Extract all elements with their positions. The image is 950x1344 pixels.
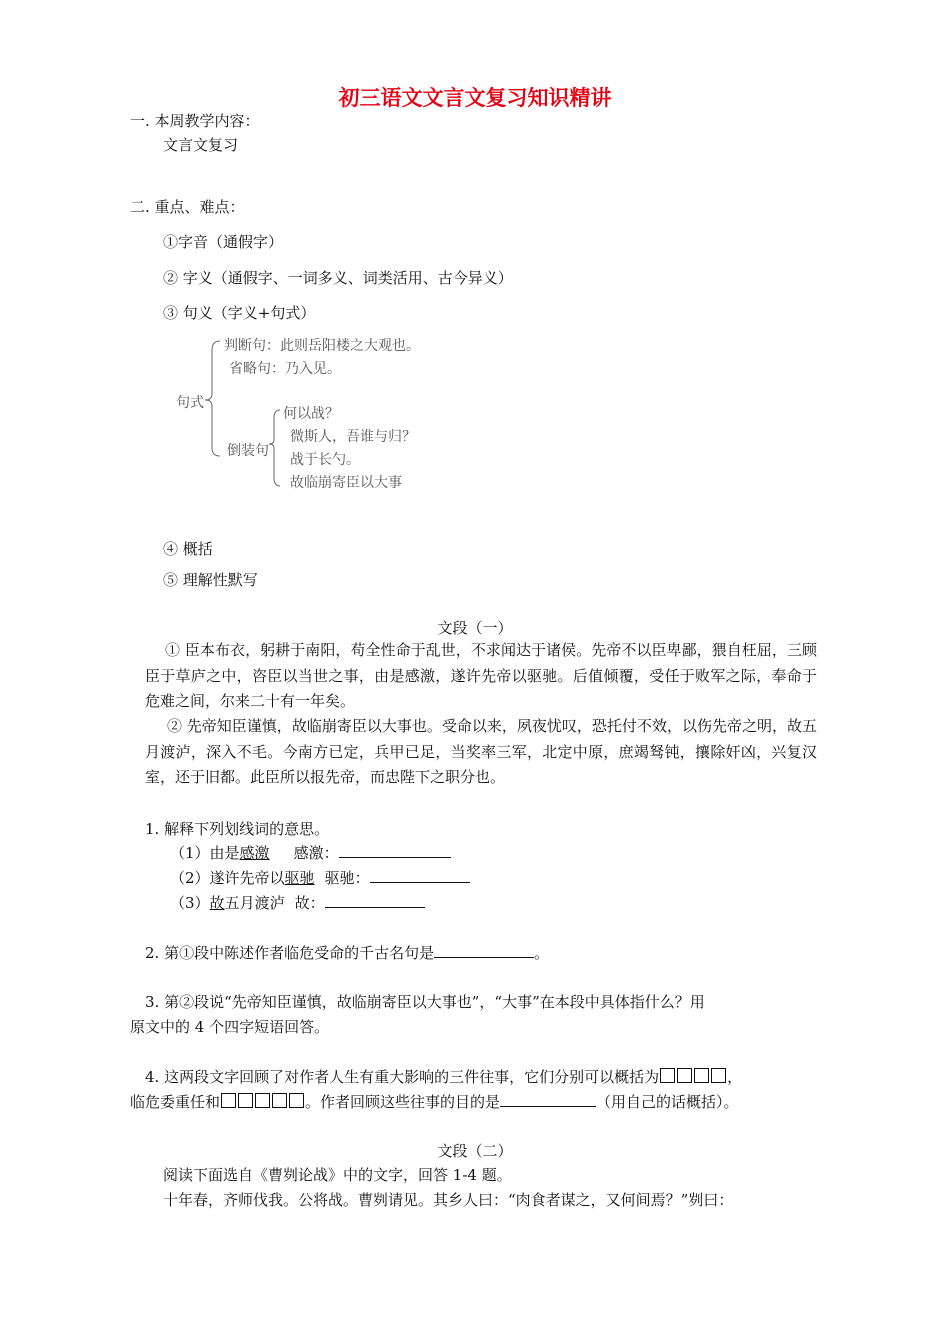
answer-blank[interactable]: [339, 843, 451, 858]
answer-box[interactable]: [660, 1068, 675, 1083]
question-1-stem: 1. 解释下列划线词的意思。: [145, 820, 330, 838]
focus-item: ⑤ 理解性默写: [163, 571, 258, 589]
passage2-paragraph: 十年春，齐师伐我。公将战。曹刿请见。其乡人曰：“肉食者谋之，又何间焉？”刿曰：: [163, 1191, 734, 1209]
diagram-invert-item: 故临崩寄臣以大事: [290, 475, 402, 491]
answer-blank[interactable]: [500, 1092, 596, 1107]
diagram-invert: 倒装句: [227, 443, 269, 459]
passage2-intro: 阅读下面选自《曹刿论战》中的文字，回答 1-4 题。: [163, 1166, 512, 1184]
underlined-word: 感激: [239, 844, 270, 862]
answer-box[interactable]: [272, 1093, 287, 1108]
underlined-word: 驱驰: [284, 869, 315, 887]
question-1-sub-2: （2）遂许先帝以驱驰 驱驰：: [170, 867, 470, 888]
answer-blank[interactable]: [434, 943, 534, 958]
passage2-heading: 文段（二）: [437, 1142, 513, 1160]
focus-item: ④ 概括: [163, 540, 213, 558]
section1-content: 文言文复习: [163, 136, 239, 154]
focus-item: ③ 句义（字义+句式）: [163, 304, 316, 322]
question-3-line: 3. 第②段说“先帝知臣谨慎，故临崩寄臣以大事也”，“大事”在本段中具体指什么？用: [145, 993, 705, 1011]
focus-item: ② 字义（通假字、一词多义、词类活用、古今异义）: [163, 269, 513, 287]
question-4-line: 4. 这两段文字回顾了对作者人生有重大影响的三件往事，它们分别可以概括为 ，: [145, 1068, 743, 1086]
section2-heading: 二. 重点、难点：: [130, 198, 245, 216]
answer-box[interactable]: [255, 1093, 270, 1108]
question-1-sub-1: （1）由是感激 感激：: [170, 842, 451, 863]
focus-item: ①字音（通假字）: [163, 233, 284, 251]
question-2: 2. 第①段中陈述作者临危受命的千古名句是 。: [145, 944, 550, 962]
diagram-root-label: 句式: [176, 395, 204, 411]
answer-box[interactable]: [694, 1068, 709, 1083]
question-1-sub-3: （3）故五月渡泸 故：: [170, 892, 425, 913]
section1-heading: 一. 本周教学内容：: [130, 112, 260, 130]
diagram-judge: 判断句：此则岳阳楼之大观也。: [224, 338, 420, 354]
answer-blank[interactable]: [325, 893, 425, 908]
passage1-paragraph: ① 臣本布衣，躬耕于南阳，苟全性命于乱世，不求闻达于诸侯。先帝不以臣卑鄙，猥自枉屈，三顾臣于草庐之中，咨臣以当世之事，由是感激，遂许先帝以驱驰。后值倾覆，受任于败军之际，奉命于危难之间，尔来二十有一年矣。: [145, 641, 817, 710]
passage1-paragraph: ② 先帝知臣谨慎，故临崩寄臣以大事也。受命以来，夙夜忧叹，恐托付不效，以伤先帝之明，故五月渡泸，深入不毛。今南方已定，兵甲已足，当奖率三军，北定中原，庶竭驽钝，攘除奸凶，兴复汉室，还于旧都。此臣所以报先帝，而忠陛下之职分也。: [145, 717, 817, 786]
diagram-invert-item: 微斯人，吾谁与归？: [290, 429, 416, 445]
diagram-omit: 省略句：乃入见。: [229, 361, 341, 377]
answer-box[interactable]: [238, 1093, 253, 1108]
answer-box[interactable]: [677, 1068, 692, 1083]
page-title: 初三语文文言文复习知识精讲: [338, 86, 612, 110]
question-4-line: 临危委重任和 。作者回顾这些往事的目的是 （用自己的话概括）。: [130, 1093, 739, 1111]
diagram-invert-item: 战于长勺。: [290, 452, 360, 468]
answer-box[interactable]: [289, 1093, 304, 1108]
underlined-word: 故: [209, 894, 225, 912]
answer-box[interactable]: [221, 1093, 236, 1108]
passage1-heading: 文段（一）: [437, 619, 513, 637]
diagram-invert-item: 何以战？: [283, 406, 339, 422]
answer-box[interactable]: [711, 1068, 726, 1083]
question-3-line: 原文中的 4 个四字短语回答。: [130, 1018, 330, 1036]
answer-blank[interactable]: [370, 868, 470, 883]
